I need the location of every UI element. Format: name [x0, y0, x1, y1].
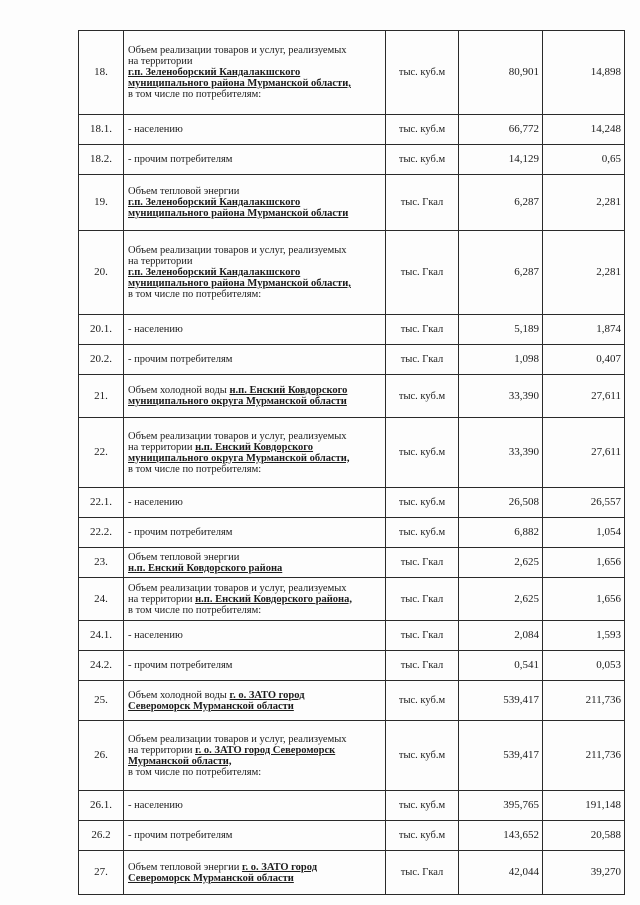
row-number: 24.1. [79, 621, 124, 651]
row-value-2: 1,593 [543, 621, 625, 651]
row-description [124, 821, 386, 851]
description-line: в том числе по потребителям: [128, 604, 262, 616]
description-line: Североморск Мурманской области [128, 872, 294, 884]
row-value-1: 143,652 [459, 821, 543, 851]
table-row [79, 681, 625, 721]
row-value-2: 20,588 [543, 821, 625, 851]
description-bold: н.п. Енский Ковдорского [195, 441, 314, 453]
description-prefix: Объем холодной воды [128, 689, 230, 701]
row-number: 19. [79, 175, 124, 231]
row-number: 26. [79, 721, 124, 791]
row-unit: тыс. Гкал [386, 851, 459, 895]
row-unit: тыс. куб.м [386, 115, 459, 145]
description-line-mixed [128, 442, 381, 453]
description-line: - населению [128, 124, 183, 135]
description-line: Объем реализации товаров и услуг, реализуемых [128, 245, 347, 256]
row-unit: тыс. Гкал [386, 578, 459, 621]
row-number: 18.1. [79, 115, 124, 145]
row-value-2: 2,281 [543, 175, 625, 231]
description-line: г.п. Зеленоборский Кандалакшского [128, 67, 301, 78]
row-description [124, 375, 386, 418]
row-number: 26.2 [79, 821, 124, 851]
table-row [79, 851, 625, 895]
row-value-1: 66,772 [459, 115, 543, 145]
description-line: в том числе по потребителям: [128, 766, 262, 778]
row-value-1: 14,129 [459, 145, 543, 175]
table-row [79, 518, 625, 548]
row-description [124, 578, 386, 621]
row-value-2: 0,053 [543, 651, 625, 681]
row-unit: тыс. Гкал [386, 651, 459, 681]
row-value-1: 2,084 [459, 621, 543, 651]
description-line: муниципального округа Мурманской области, [128, 452, 350, 464]
description-bold: г. о. ЗАТО город [241, 861, 318, 873]
row-value-2: 1,656 [543, 548, 625, 578]
table-row [79, 31, 625, 115]
row-value-1: 33,390 [459, 375, 543, 418]
description-line: в том числе по потребителям: [128, 463, 262, 475]
row-unit: тыс. куб.м [386, 791, 459, 821]
row-number: 22.2. [79, 518, 124, 548]
row-description [124, 548, 386, 578]
row-value-2: 27,611 [543, 375, 625, 418]
description-prefix: на территории [128, 593, 196, 605]
row-description [124, 851, 386, 895]
row-value-1: 42,044 [459, 851, 543, 895]
description-line: г.п. Зеленоборский Кандалакшского [128, 267, 301, 278]
row-number: 24. [79, 578, 124, 621]
row-value-2: 26,557 [543, 488, 625, 518]
description-line: - прочим потребителям [128, 354, 233, 365]
table-row [79, 821, 625, 851]
row-value-2: 14,248 [543, 115, 625, 145]
row-value-1: 26,508 [459, 488, 543, 518]
description-line: - населению [128, 324, 183, 335]
description-line: в том числе по потребителям: [128, 89, 262, 100]
description-line-mixed [128, 594, 381, 605]
row-description [124, 345, 386, 375]
description-line: Объем реализации товаров и услуг, реализуемых [128, 733, 347, 745]
table-row [79, 418, 625, 488]
row-description [124, 115, 386, 145]
row-description [124, 621, 386, 651]
row-number: 18.2. [79, 145, 124, 175]
table-row [79, 231, 625, 315]
row-value-2: 1,054 [543, 518, 625, 548]
description-line-mixed [128, 745, 381, 756]
row-value-1: 395,765 [459, 791, 543, 821]
row-description [124, 418, 386, 488]
description-bold: н.п. Енский Ковдорского [229, 385, 348, 396]
row-description [124, 721, 386, 791]
table-row [79, 345, 625, 375]
row-description [124, 175, 386, 231]
description-line: на территории [128, 256, 193, 267]
description-bold: г. о. ЗАТО город Североморск [195, 744, 336, 756]
row-unit: тыс. Гкал [386, 315, 459, 345]
table-row [79, 621, 625, 651]
row-value-1: 539,417 [459, 681, 543, 721]
description-bold: н.п. Енский Ковдорского района, [195, 593, 352, 605]
description-line: Мурманской области, [128, 755, 232, 767]
row-unit: тыс. куб.м [386, 375, 459, 418]
row-value-1: 2,625 [459, 578, 543, 621]
description-line: на территории [128, 56, 193, 67]
row-value-2: 191,148 [543, 791, 625, 821]
row-value-1: 0,541 [459, 651, 543, 681]
description-line: - прочим потребителям [128, 830, 233, 841]
row-description [124, 651, 386, 681]
row-description [124, 315, 386, 345]
description-line: - населению [128, 800, 183, 811]
description-line: Объем реализации товаров и услуг, реализуемых [128, 45, 347, 56]
row-number: 26.1. [79, 791, 124, 821]
row-unit: тыс. куб.м [386, 821, 459, 851]
description-line: муниципального района Мурманской области, [128, 78, 351, 89]
row-value-2: 211,736 [543, 681, 625, 721]
row-unit: тыс. куб.м [386, 681, 459, 721]
description-line-mixed [128, 385, 381, 396]
data-table [78, 30, 625, 895]
table-row [79, 721, 625, 791]
table-row [79, 175, 625, 231]
description-line: в том числе по потребителям: [128, 289, 262, 300]
row-unit: тыс. куб.м [386, 721, 459, 791]
row-value-1: 2,625 [459, 548, 543, 578]
description-prefix: на территории [128, 744, 196, 756]
row-unit: тыс. Гкал [386, 175, 459, 231]
row-value-1: 5,189 [459, 315, 543, 345]
description-line: Объем реализации товаров и услуг, реализуемых [128, 582, 347, 594]
table-row [79, 375, 625, 418]
row-value-2: 0,407 [543, 345, 625, 375]
description-line: муниципального округа Мурманской области [128, 396, 347, 407]
row-number: 22.1. [79, 488, 124, 518]
row-unit: тыс. куб.м [386, 488, 459, 518]
row-unit: тыс. Гкал [386, 345, 459, 375]
row-unit: тыс. Гкал [386, 231, 459, 315]
row-unit: тыс. Гкал [386, 548, 459, 578]
table-row [79, 651, 625, 681]
description-line: муниципального района Мурманской области [128, 208, 349, 219]
description-line-mixed [128, 862, 381, 873]
description-line: Объем реализации товаров и услуг, реализуемых [128, 430, 347, 442]
row-description [124, 681, 386, 721]
table-row [79, 115, 625, 145]
description-prefix: на территории [128, 441, 196, 453]
row-number: 18. [79, 31, 124, 115]
row-value-2: 27,611 [543, 418, 625, 488]
row-value-2: 2,281 [543, 231, 625, 315]
table-row [79, 315, 625, 345]
row-number: 20.1. [79, 315, 124, 345]
row-value-2: 39,270 [543, 851, 625, 895]
row-unit: тыс. куб.м [386, 418, 459, 488]
row-unit: тыс. куб.м [386, 518, 459, 548]
row-value-2: 0,65 [543, 145, 625, 175]
description-line: - населению [128, 497, 183, 508]
description-line: г.п. Зеленоборский Кандалакшского [128, 197, 301, 208]
row-description [124, 518, 386, 548]
table-row [79, 548, 625, 578]
row-value-1: 80,901 [459, 31, 543, 115]
row-value-1: 1,098 [459, 345, 543, 375]
row-value-1: 33,390 [459, 418, 543, 488]
description-line: Объем тепловой энергии [128, 551, 240, 563]
table-row [79, 145, 625, 175]
description-line: - прочим потребителям [128, 154, 233, 165]
row-number: 23. [79, 548, 124, 578]
row-value-2: 1,874 [543, 315, 625, 345]
row-description [124, 231, 386, 315]
row-unit: тыс. куб.м [386, 145, 459, 175]
row-value-1: 539,417 [459, 721, 543, 791]
row-number: 27. [79, 851, 124, 895]
description-prefix: Объем тепловой энергии [128, 861, 242, 873]
description-line: - прочим потребителям [128, 660, 233, 671]
row-value-1: 6,287 [459, 175, 543, 231]
description-line: - населению [128, 630, 183, 641]
row-number: 25. [79, 681, 124, 721]
description-bold: г. о. ЗАТО город [229, 689, 305, 701]
table-row [79, 488, 625, 518]
row-description [124, 488, 386, 518]
row-number: 24.2. [79, 651, 124, 681]
description-line: муниципального района Мурманской области, [128, 278, 351, 289]
row-number: 21. [79, 375, 124, 418]
table-row [79, 578, 625, 621]
row-value-1: 6,287 [459, 231, 543, 315]
description-prefix: Объем холодной воды [128, 385, 230, 396]
description-line: н.п. Енский Ковдорского района [128, 562, 283, 574]
row-value-1: 6,882 [459, 518, 543, 548]
description-line: Североморск Мурманской области [128, 700, 294, 712]
row-description [124, 31, 386, 115]
row-number: 20.2. [79, 345, 124, 375]
row-number: 22. [79, 418, 124, 488]
description-line: Объем тепловой энергии [128, 186, 240, 197]
row-number: 20. [79, 231, 124, 315]
description-line-mixed [128, 690, 381, 701]
row-value-2: 211,736 [543, 721, 625, 791]
row-value-2: 1,656 [543, 578, 625, 621]
row-description [124, 791, 386, 821]
row-unit: тыс. Гкал [386, 621, 459, 651]
row-value-2: 14,898 [543, 31, 625, 115]
row-unit: тыс. куб.м [386, 31, 459, 115]
table-row [79, 791, 625, 821]
row-description [124, 145, 386, 175]
description-line: - прочим потребителям [128, 527, 233, 538]
